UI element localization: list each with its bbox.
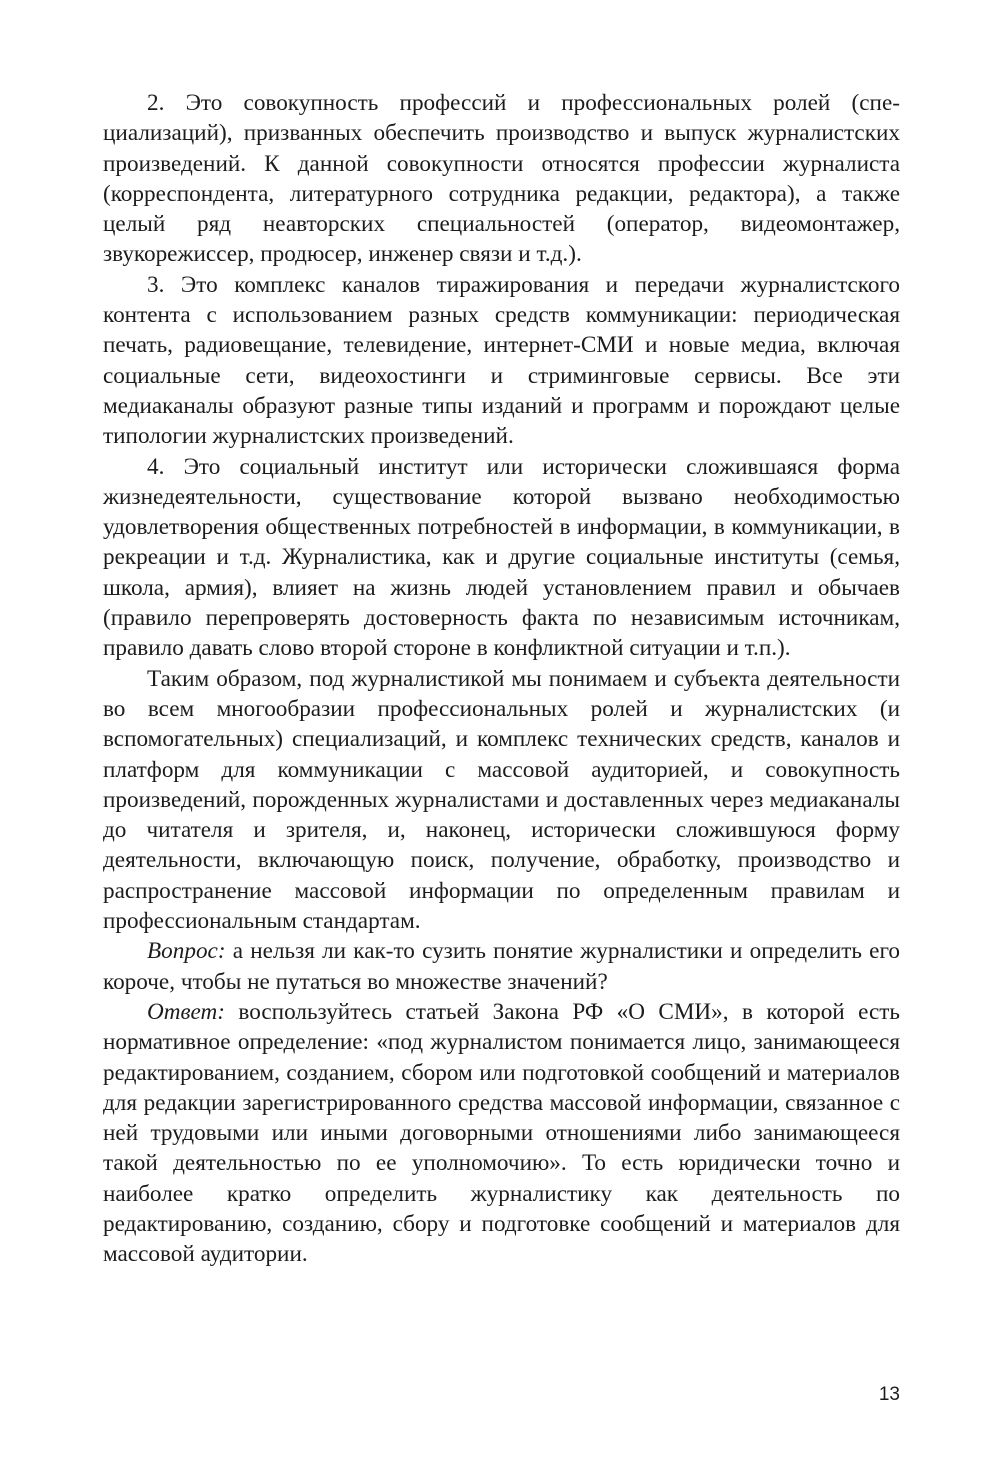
- question-paragraph: [103, 936, 900, 997]
- paragraph-item-4: 4. Это социальный институт или исторически сложившаяся форма жизнедеятельности, существование которой вызвано необходимостью удовлетворения общественных потребностей в информации, в коммуникации, в рекреации и т.д. Журналистика, как и другие социальные институты (семья, школа, армия), влияет на жизнь людей установлением правил и обычаев (правило перепроверять достоверность факта по независимым источникам, правило давать слово второй стороне в конфликтной ситуации и т.п.).: [103, 453, 900, 662]
- question-text: а нельзя ли как-то сузить понятие журналистики и определить его короче, чтобы не путаться во множестве значений?: [103, 938, 900, 995]
- question-label: Вопрос:: [147, 938, 226, 965]
- answer-paragraph: [103, 997, 900, 1270]
- page-number: 13: [878, 1384, 900, 1405]
- paragraph-item-3: 3. Это комплекс каналов тиражирования и передачи журналистского контента с использованием разных средств коммуникации: периодическая печать, радиовещание, телевидение, интернет-СМИ и новые медиа, включая социальные сети, видеохостинги и стриминговые сервисы. Все эти медиаканалы образуют разные типы изданий и программ и порождают целые типологии журналистских произведений.: [103, 271, 900, 450]
- body-text: [103, 88, 900, 1270]
- paragraph-item-2: 2. Это совокупность профессий и профессиональных ролей (специализаций), призванных обеспечить производство и выпуск журналистских произведений. К данной совокупности относятся профессии журналиста (корреспондента, литературного сотрудника редакции, редактора), а также целый ряд неавторских специальностей (оператор, видеомонтажер, звукорежиссер, продюсер, инженер связи и т.д.).: [103, 90, 900, 268]
- paragraph-summary: Таким образом, под журналистикой мы понимаем и субъекта деятельности во всем многообразии профессиональных ролей и журналистских (и вспомогательных) специализаций, и комплекс технических средств, каналов и платформ для коммуникации с массовой аудиторией, и совокупность произведений, порожденных журналистами и доставленных через медиаканалы до читателя и зрителя, и, наконец, исторически сложившуюся форму деятельности, включающую поиск, получение, обработку, производство и распространение массовой информации по определенным правилам и профессиональным стандартам.: [103, 665, 900, 935]
- answer-label: Ответ:: [147, 998, 226, 1025]
- answer-text: воспользуйтесь статьей Закона РФ «О СМИ», в которой есть нормативное определение: «под журналистом понимается лицо, занимающееся редактированием, созданием, сбором или подготовкой сообщений и материалов для редакции зарегистрированного средства массовой информации, связанное с ней трудовыми или иными договорными отношениями либо занимающееся такой деятельностью по ее уполномочию». То есть юридически точно и наиболее кратко определить журналистику как деятельность по редактированию, созданию, сбору и подготовке сообщений и материалов для массовой аудитории.: [103, 998, 900, 1268]
